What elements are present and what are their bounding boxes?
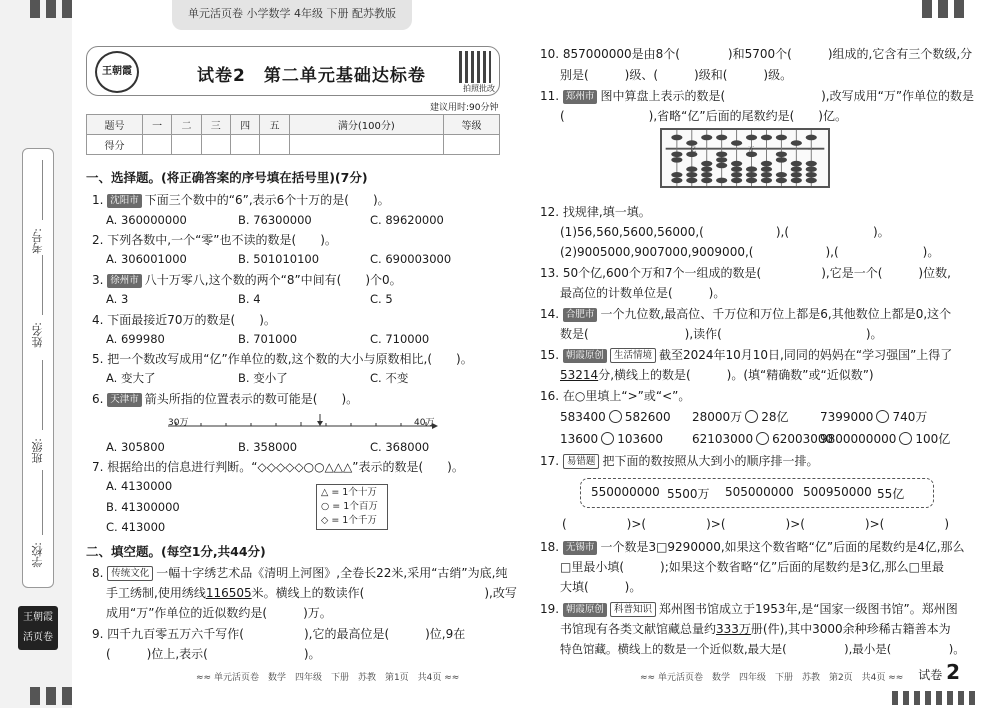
question-13: 13. 50个亿,600个万和7个一组成的数是( ),它是一个( )位数,: [540, 266, 951, 280]
exam-header: [86, 46, 500, 96]
question-13-line2: 最高位的计数单位是( )。: [560, 286, 726, 300]
option[interactable]: B. 701000: [238, 332, 298, 346]
region-tag: 天津市: [107, 393, 142, 407]
region-tag: 沈阳市: [107, 194, 142, 208]
question-19-line2: 书馆现有各类文献馆藏总量约333万册(件),其中3000余种珍稀古籍善本为: [560, 622, 951, 636]
name-line: [42, 255, 43, 315]
binding-bars-bottom-left: [30, 687, 78, 708]
question-11: 11. 郑州市 图中算盘上表示的数是( ),改写成用“万”作单位的数是: [540, 89, 975, 103]
score-cell[interactable]: [443, 135, 499, 155]
abacus-image: [660, 128, 830, 188]
question-8: 8. 传统文化 一幅十字绣艺术品《清明上河图》,全卷长22米,采用“古绡”为底,纯: [92, 566, 508, 580]
score-cell[interactable]: [289, 135, 443, 155]
option[interactable]: B. 41300000: [106, 500, 180, 514]
question-12-part1: (1)56,560,5600,56000,( ),( )。: [560, 225, 890, 239]
question-12-part2: (2)9005000,9007000,9009000,( ),( )。: [560, 245, 940, 259]
number-line-left-label: 30万: [168, 418, 189, 428]
option[interactable]: A. 3: [106, 292, 129, 306]
compare-pair: 62103000 62003000: [692, 432, 834, 446]
abacus-label: 一: [807, 145, 815, 154]
region-tag: 合肥市: [563, 308, 598, 322]
exam-number-line: [42, 160, 43, 220]
question-17: 17. 易错题 把下面的数按照从大到小的顺序排一排。: [540, 454, 819, 468]
topic-tag: 易错题: [563, 454, 600, 469]
score-cell[interactable]: [260, 135, 289, 155]
region-tag: 郑州市: [563, 90, 598, 104]
question-8-line2: 手工绣制,使用绣线116505米。横线上的数读作( ),改写: [106, 586, 517, 600]
list-number: 5500万: [667, 487, 710, 501]
class-line: [42, 360, 43, 430]
option[interactable]: A. 4130000: [106, 479, 173, 493]
list-number: 55亿: [877, 487, 905, 501]
question-16: 16. 在○里填上“>”或“<”。: [540, 389, 691, 403]
compare-pair: 7399000 740万: [820, 410, 928, 424]
exam-number-label: 考号:: [31, 228, 44, 254]
question-2: 2. 下列各数中,一个“零”也不读的数是( )。: [92, 233, 337, 247]
footer-bars-right: [892, 691, 980, 708]
symbol-legend: △ = 1个十万 ○ = 1个百万 ◇ = 1个千万: [316, 484, 388, 530]
score-table: [86, 114, 500, 155]
qr-code-icon[interactable]: [459, 51, 491, 83]
number-line: [168, 412, 438, 430]
option[interactable]: C. 690003000: [370, 252, 452, 266]
compare-circle[interactable]: [609, 410, 622, 423]
option[interactable]: A. 360000000: [106, 213, 187, 227]
school-line: [42, 470, 43, 535]
question-15: 15. 朝霞原创 生活情境 截至2024年10月10日,同同的妈妈在“学习强国”上得了: [540, 348, 953, 362]
compare-pair: 28000万 28亿: [692, 410, 789, 424]
question-1: 1. 沈阳市 下面三个数中的“6”,表示6个十万的是( )。: [92, 193, 390, 207]
exam-title: 试卷2 第二单元基础达标卷: [197, 66, 426, 86]
topic-tag: 传统文化: [107, 566, 153, 581]
question-10-line2: 别是( )级、( )级和( )级。: [560, 68, 793, 82]
brand-logo: 王朝霞: [95, 51, 139, 93]
footer-left: ≈≈ 单元活页卷 数学 四年级 下册 苏教 第1页 共4页 ≈≈: [196, 673, 460, 683]
question-14-line2: 数是( ),读作( )。: [560, 327, 883, 341]
option[interactable]: C. 不变: [370, 371, 409, 385]
question-10: 10. 857000000是由8个( )和5700个( )组成的,它含有三个数级,分: [540, 47, 973, 61]
region-tag: 徐州市: [107, 274, 142, 288]
question-4: 4. 下面最接近70万的数是( )。: [92, 313, 276, 327]
option[interactable]: A. 699980: [106, 332, 165, 346]
side-logo: 王朝霞 活页卷: [18, 606, 58, 650]
score-header-cell: 四: [230, 115, 259, 135]
region-tag: 无锡市: [563, 541, 598, 555]
qr-label: 拍照批改: [463, 84, 495, 93]
compare-pair: 13600 103600: [560, 432, 663, 446]
question-1-text: 下面三个数中的“6”,表示6个十万的是( )。: [144, 193, 390, 207]
question-15-line2: 53214分,横线上的数是( )。(填“精确数”或“近似数”): [560, 368, 874, 382]
section-2-title: 二、填空题。(每空1分,共44分): [86, 544, 266, 559]
option[interactable]: C. 368000: [370, 440, 430, 454]
option[interactable]: B. 76300000: [238, 213, 312, 227]
option[interactable]: A. 305800: [106, 440, 165, 454]
compare-circle[interactable]: [756, 432, 769, 445]
footer-right: ≈≈ 单元活页卷 数学 四年级 下册 苏教 第2页 共4页 ≈≈: [640, 673, 904, 683]
score-cell[interactable]: [201, 135, 230, 155]
question-5: 5. 把一个数改写成用“亿”作单位的数,这个数的大小与原数相比,( )。: [92, 352, 473, 366]
question-3: 3. 徐州市 八十万零八,这个数的两个“8”中间有( )个0。: [92, 273, 402, 287]
question-8-line3: 成用“万”作单位的近似数约是( )万。: [106, 606, 332, 620]
question-7: 7. 根据给出的信息进行判断。“◇◇◇◇◇○○△△△”表示的数是( )。: [92, 460, 464, 474]
option[interactable]: B. 358000: [238, 440, 298, 454]
top-banner: 单元活页卷 小学数学 4年级 下册 配苏教版: [172, 0, 412, 30]
option[interactable]: A. 变大了: [106, 371, 156, 385]
question-18: 18. 无锡市 一个数是3□9290000,如果这个数省略“亿”后面的尾数约是4亿,那么: [540, 540, 965, 554]
score-header-cell: 一: [142, 115, 171, 135]
question-11-line2: ( ),省略“亿”后面的尾数约是( )亿。: [560, 109, 847, 123]
source-tag: 朝霞原创: [563, 603, 607, 617]
school-label: 学校:: [31, 542, 44, 568]
question-19: 19. 朝霞原创 科普知识 郑州图书馆成立于1953年,是“国家一级图书馆”。郑州图: [540, 602, 958, 616]
compare-circle[interactable]: [899, 432, 912, 445]
order-answer-line[interactable]: ( )>( )>( )>( )>( ): [562, 517, 950, 531]
source-tag: 朝霞原创: [563, 349, 607, 363]
score-cell[interactable]: [172, 135, 201, 155]
score-cell[interactable]: [230, 135, 259, 155]
topic-tag: 生活情境: [610, 348, 656, 363]
question-9-line2: ( )位上,表示( )。: [106, 647, 321, 661]
option[interactable]: A. 306001000: [106, 252, 187, 266]
name-label: 姓名:: [31, 322, 44, 348]
abacus-label: 万: [747, 145, 755, 154]
option[interactable]: B. 4: [238, 292, 261, 306]
score-header-cell: 五: [260, 115, 289, 135]
section-1-title: 一、选择题。(将正确答案的序号填在括号里)(7分): [86, 170, 368, 185]
option[interactable]: C. 5: [370, 292, 393, 306]
option[interactable]: B. 501010100: [238, 252, 320, 266]
abacus-label: 亿: [689, 145, 697, 154]
student-info-box: [22, 148, 54, 588]
binding-bars-top-right: [922, 0, 970, 21]
question-19-line3: 特色馆藏。横线上的数是一个近似数,最大是( ),最小是( )。: [560, 642, 965, 656]
option[interactable]: B. 变小了: [238, 371, 288, 385]
class-label: 班级:: [31, 438, 44, 464]
number-list-box: [580, 478, 934, 508]
question-18-line3: 大填( )。: [560, 580, 642, 594]
list-number: 550000000: [591, 485, 660, 499]
list-number: 500950000: [803, 485, 872, 499]
option[interactable]: C. 413000: [106, 520, 166, 534]
page-mark: 试卷 2: [918, 660, 960, 684]
compare-circle[interactable]: [876, 410, 889, 423]
compare-pair: 583400 582600: [560, 410, 671, 424]
option[interactable]: C. 710000: [370, 332, 430, 346]
score-header-cell: 满分(100分): [289, 115, 443, 135]
number-line-right-label: 40万: [414, 418, 435, 428]
compare-circle[interactable]: [601, 432, 614, 445]
score-header-cell: 题号: [87, 115, 143, 135]
score-header-cell: 二: [172, 115, 201, 135]
question-14: 14. 合肥市 一个九位数,最高位、千万位和万位上都是6,其他数位上都是0,这个: [540, 307, 952, 321]
option[interactable]: C. 89620000: [370, 213, 444, 227]
list-number: 505000000: [725, 485, 794, 499]
question-18-line2: □里最小填( );如果这个数省略“亿”后面的尾数约是3亿,那么□里最: [560, 560, 944, 574]
score-cell[interactable]: [142, 135, 171, 155]
question-9: 9. 四千九百零五万六千写作( ),它的最高位是( )位,9在: [92, 627, 466, 641]
time-note: 建议用时:90分钟: [430, 103, 499, 113]
compare-pair: 9800000000 100亿: [820, 432, 951, 446]
compare-circle[interactable]: [745, 410, 758, 423]
score-header-cell: 三: [201, 115, 230, 135]
binding-bars-top-left: [30, 0, 78, 21]
score-header-cell: 等级: [443, 115, 499, 135]
topic-tag: 科普知识: [610, 602, 656, 617]
score-row-label: 得分: [87, 135, 143, 155]
question-12: 12. 找规律,填一填。: [540, 205, 651, 219]
question-6: 6. 天津市 箭头所指的位置表示的数可能是( )。: [92, 392, 359, 406]
